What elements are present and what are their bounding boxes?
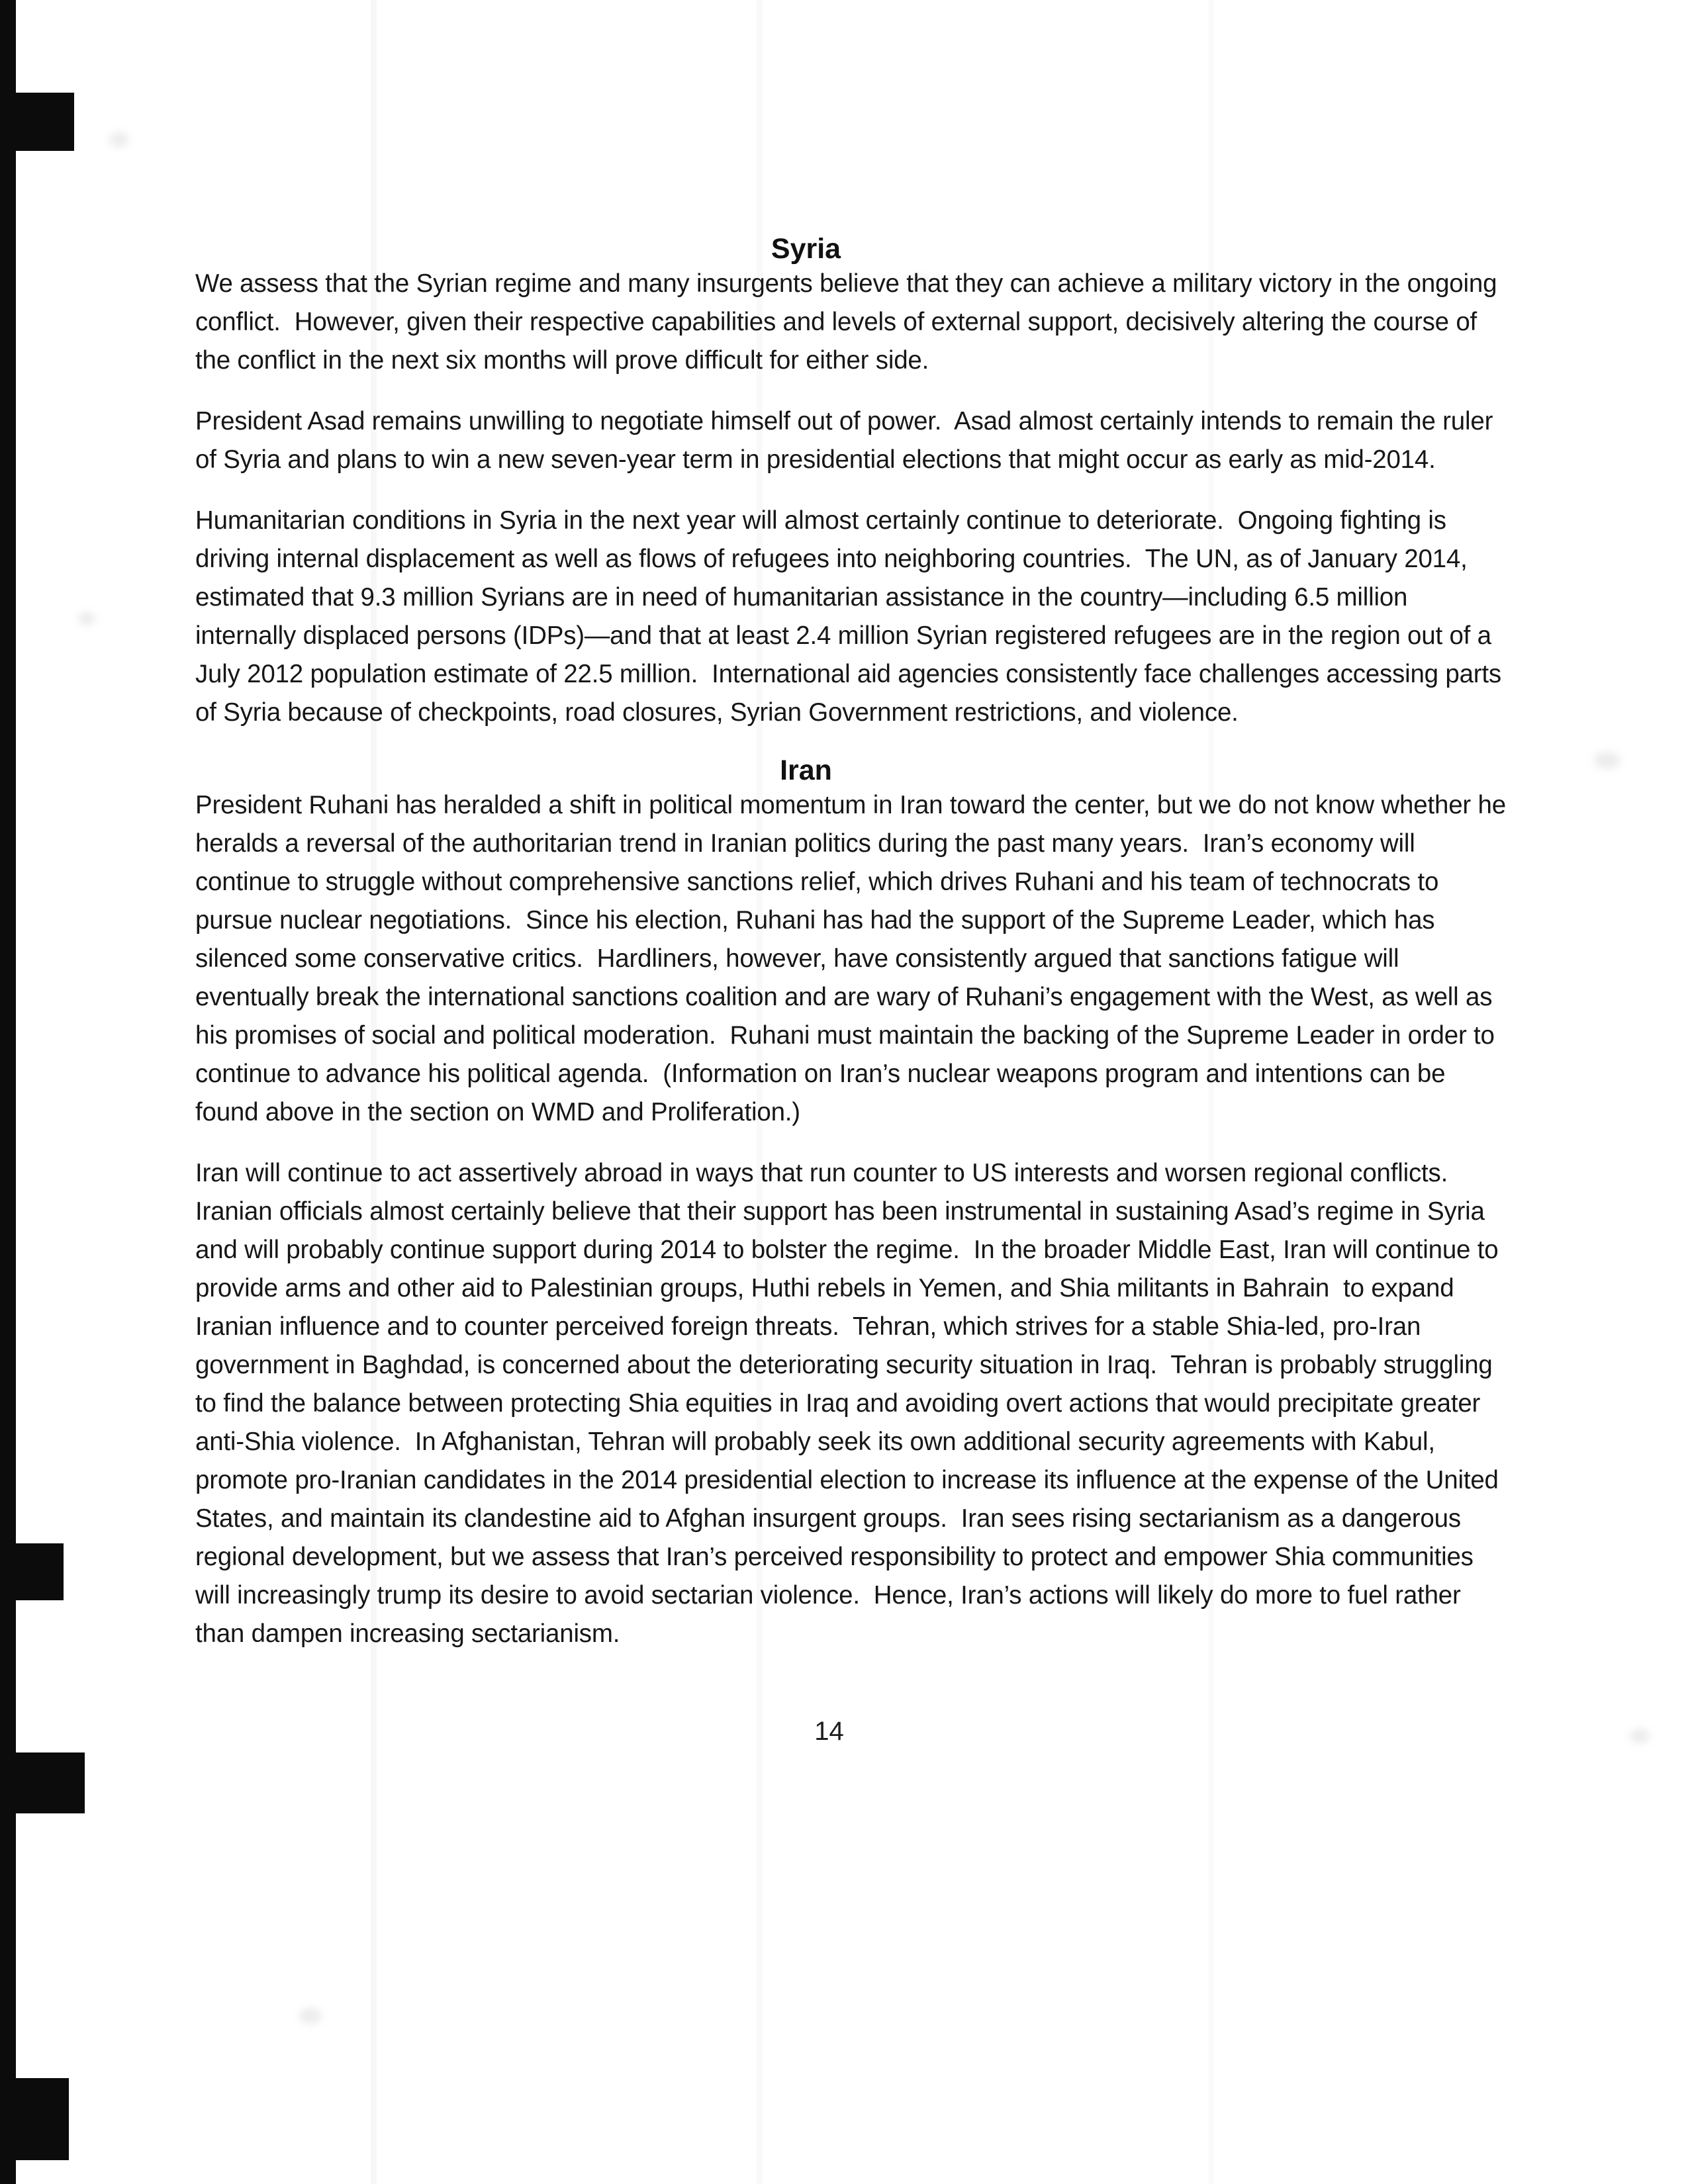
scan-edge-artifact <box>0 2078 69 2160</box>
scan-edge-artifact <box>0 0 16 2184</box>
scan-edge-artifact <box>0 1752 85 1813</box>
section-heading-iran: Iran <box>780 754 832 786</box>
syria-paragraph-1: We assess that the Syrian regime and many insurgents believe that they can achieve a military victory in the ongoing conflict. However, given their respective capabilities and levels of external support, decisively altering the course of the conflict in the next six months will prove difficult for either side. <box>195 269 1504 375</box>
scan-smudge-artifact <box>78 612 95 625</box>
scan-edge-artifact <box>0 93 74 151</box>
page-number: 14 <box>814 1717 844 1746</box>
scan-smudge-artifact <box>1594 752 1620 769</box>
syria-paragraph-2: President Asad remains unwilling to negotiate himself out of power. Asad almost certainly intends to remain the ruler of Syria and plans to win a new seven-year term in presidential elections that might occur as early as mid-2014. <box>195 407 1500 474</box>
scan-smudge-artifact <box>299 2008 322 2024</box>
section-heading-syria: Syria <box>771 233 841 265</box>
scan-smudge-artifact <box>1630 1729 1650 1743</box>
scan-smudge-artifact <box>109 132 129 147</box>
document-content <box>195 233 1513 1747</box>
syria-paragraph-3: Humanitarian conditions in Syria in the next year will almost certainly continue to deteriorate. Ongoing fighting is driving internal displacement as well as flows of refugees into neighboring countries. The UN, as of January 2014, estimated that 9.3 million Syrians are in need of humanitarian assistance in the country—including 6.5 million internally displaced persons (IDPs)—and that at least 2.4 million Syrian registered refugees are in the region out of a July 2012 population estimate of 22.5 million. International aid agencies consistently face challenges accessing parts of Syria because of checkpoints, road closures, Syrian Government restrictions, and violence. <box>195 506 1509 727</box>
scan-edge-artifact <box>0 1543 64 1600</box>
iran-paragraph-2: Iran will continue to act assertively abroad in ways that run counter to US interests and worsen regional conflicts. Iranian officials almost certainly believe that their support has been instrumental in sustaining Asad’s regime in Syria and will probably continue support during 2014 to bolster the regime. In the broader Middle East, Iran will continue to provide arms and other aid to Palestinian groups, Huthi rebels in Yemen, and Shia militants in Bahrain to expand Iranian influence and to counter perceived foreign threats. Tehran, which strives for a stable Shia-led, pro-Iran government in Baghdad, is concerned about the deteriorating security situation in Iraq. Tehran is probably struggling to find the balance between protecting Shia equities in Iraq and avoiding overt actions that would precipitate greater anti-Shia violence. In Afghanistan, Tehran will probably seek its own additional security agreements with Kabul, promote pro-Iranian candidates in the 2014 presidential election to increase its influence at the expense of the United States, and maintain its clandestine aid to Afghan insurgent groups. Iran sees rising sectarianism as a dangerous regional development, but we assess that Iran’s perceived responsibility to protect and empower Shia communities will increasingly trump its desire to avoid sectarian violence. Hence, Iran’s actions will likely do more to fuel rather than dampen increasing sectarianism. <box>195 1159 1506 1648</box>
iran-paragraph-1: President Ruhani has heralded a shift in political momentum in Iran toward the center, but we do not know whether he heralds a reversal of the authoritarian trend in Iranian politics during the past many years. Iran’s economy will continue to struggle without comprehensive sanctions relief, which drives Ruhani and his team of technocrats to pursue nuclear negotiations. Since his election, Ruhani has had the support of the Supreme Leader, which has silenced some conservative critics. Hardliners, however, have consistently argued that sanctions fatigue will eventually break the international sanctions coalition and are wary of Ruhani’s engagement with the West, as well as his promises of social and political moderation. Ruhani must maintain the backing of the Supreme Leader in order to continue to advance his political agenda. (Information on Iran’s nuclear weapons program and intentions can be found above in the section on WMD and Proliferation.) <box>195 791 1513 1126</box>
